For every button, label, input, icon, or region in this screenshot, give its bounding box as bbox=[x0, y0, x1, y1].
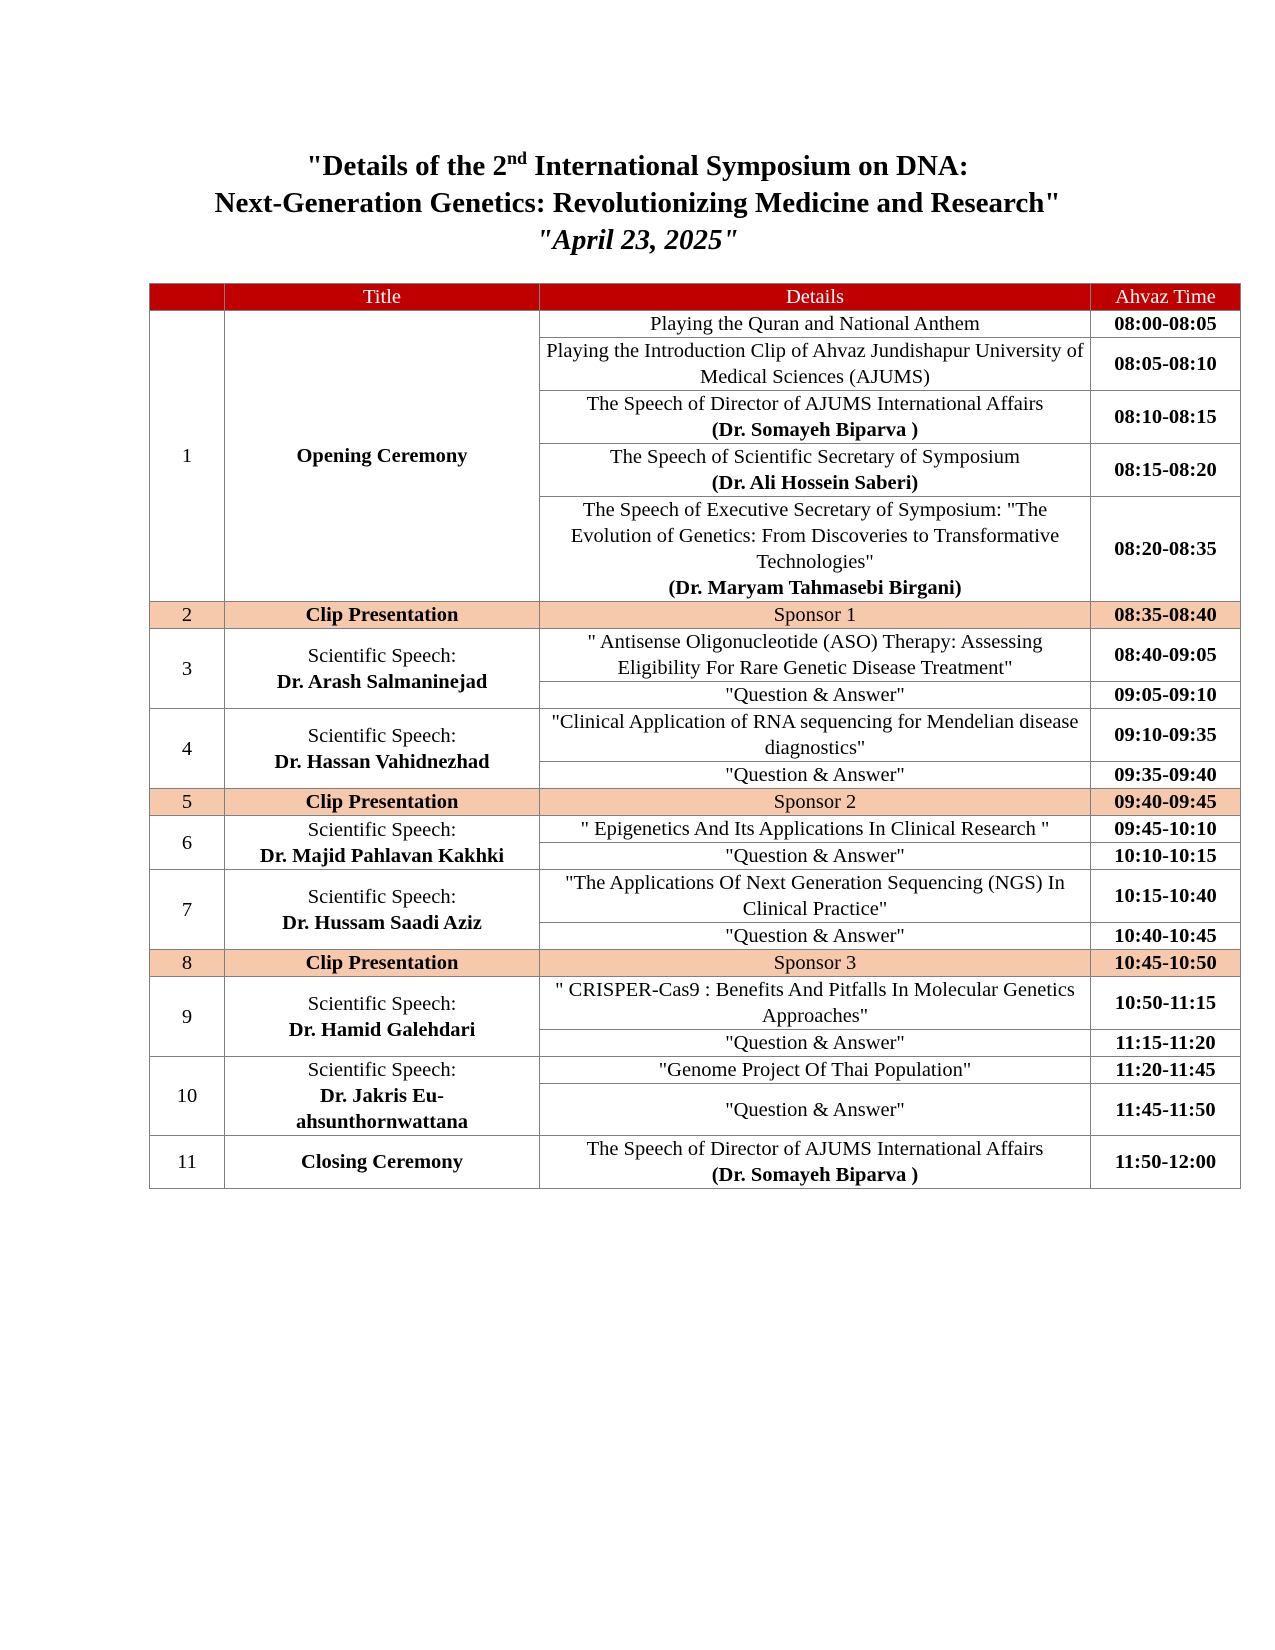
session-detail: " CRISPER-Cas9 : Benefits And Pitfalls In Molecular Genetics Approaches" bbox=[540, 977, 1091, 1030]
session-title: Clip Presentation bbox=[225, 789, 540, 816]
table-row bbox=[150, 629, 1241, 682]
session-time: 10:50-11:15 bbox=[1091, 977, 1241, 1030]
table-row bbox=[150, 816, 1241, 843]
detail-text: Playing the Quran and National Anthem bbox=[650, 313, 980, 335]
session-type: Scientific Speech: bbox=[307, 724, 457, 747]
session-title bbox=[225, 1057, 540, 1136]
session-detail bbox=[540, 391, 1091, 444]
session-title: Clip Presentation bbox=[225, 602, 540, 629]
session-detail bbox=[540, 444, 1091, 497]
detail-speaker: (Dr. Somayeh Biparva ) bbox=[711, 419, 919, 441]
session-detail: "Question & Answer" bbox=[540, 1084, 1091, 1136]
session-time: 09:45-10:10 bbox=[1091, 816, 1241, 843]
row-number: 6 bbox=[150, 816, 225, 870]
speaker-name: Dr. Hussam Saadi Aziz bbox=[282, 911, 482, 934]
session-type: Scientific Speech: bbox=[307, 1059, 457, 1081]
session-title bbox=[225, 709, 540, 789]
table-row bbox=[150, 977, 1241, 1030]
heading-line-1 bbox=[0, 148, 1275, 185]
session-detail: "Question & Answer" bbox=[540, 1030, 1091, 1057]
session-title: Closing Ceremony bbox=[225, 1136, 540, 1189]
heading-date: "April 23, 2025" bbox=[536, 224, 739, 256]
detail-text: The Speech of Director of AJUMS International Affairs bbox=[586, 1138, 1044, 1160]
session-type: Scientific Speech: bbox=[307, 992, 457, 1015]
session-title: Clip Presentation bbox=[225, 950, 540, 977]
session-time: 09:05-09:10 bbox=[1091, 682, 1241, 709]
session-title bbox=[225, 629, 540, 709]
session-detail: " Epigenetics And Its Applications In Clinical Research " bbox=[540, 816, 1091, 843]
session-time: 09:40-09:45 bbox=[1091, 789, 1241, 816]
session-detail: "Question & Answer" bbox=[540, 843, 1091, 870]
schedule-table bbox=[149, 283, 1241, 1189]
table-row bbox=[150, 870, 1241, 923]
session-time: 08:00-08:05 bbox=[1091, 311, 1241, 338]
session-time: 11:50-12:00 bbox=[1091, 1136, 1241, 1189]
speaker-name: Dr. Arash Salmaninejad bbox=[276, 670, 488, 693]
column-header-time: Ahvaz Time bbox=[1091, 284, 1241, 311]
session-time: 11:15-11:20 bbox=[1091, 1030, 1241, 1057]
detail-speaker: (Dr. Ali Hossein Saberi) bbox=[711, 472, 919, 494]
session-time: 10:15-10:40 bbox=[1091, 870, 1241, 923]
session-detail: "Question & Answer" bbox=[540, 923, 1091, 950]
session-time: 08:40-09:05 bbox=[1091, 629, 1241, 682]
column-header-details: Details bbox=[540, 284, 1091, 311]
table-row bbox=[150, 709, 1241, 762]
table-header-row bbox=[150, 284, 1241, 311]
row-number: 11 bbox=[150, 1136, 225, 1189]
heading-line-1-end: International Symposium on DNA: bbox=[527, 150, 969, 182]
session-detail bbox=[540, 497, 1091, 602]
session-detail: "The Applications Of Next Generation Sequencing (NGS) In Clinical Practice" bbox=[540, 870, 1091, 923]
session-title: Opening Ceremony bbox=[225, 311, 540, 602]
heading-line-2: Next-Generation Genetics: Revolutionizing Medicine and Research" bbox=[214, 187, 1061, 219]
table-row bbox=[150, 602, 1241, 629]
session-time: 08:15-08:20 bbox=[1091, 444, 1241, 497]
session-type: Scientific Speech: bbox=[307, 885, 457, 908]
heading-line-1-start: "Details of the 2 bbox=[306, 150, 507, 182]
session-time: 08:10-08:15 bbox=[1091, 391, 1241, 444]
column-header-title: Title bbox=[225, 284, 540, 311]
row-number: 4 bbox=[150, 709, 225, 789]
row-number: 10 bbox=[150, 1057, 225, 1136]
heading-ordinal-suffix: nd bbox=[507, 148, 528, 168]
session-detail bbox=[540, 338, 1091, 391]
speaker-name: Dr. Majid Pahlavan Kakhki bbox=[259, 844, 505, 867]
session-detail: Sponsor 1 bbox=[540, 602, 1091, 629]
speaker-name: Dr. Hassan Vahidnezhad bbox=[274, 750, 490, 773]
session-detail: "Genome Project Of Thai Population" bbox=[540, 1057, 1091, 1084]
session-time: 08:05-08:10 bbox=[1091, 338, 1241, 391]
detail-text: The Speech of Executive Secretary of Symposium: "The Evolution of Genetics: From Discoveries to Transformative Technologies" bbox=[570, 499, 1060, 573]
detail-speaker: (Dr. Somayeh Biparva ) bbox=[711, 1164, 919, 1186]
session-detail bbox=[540, 311, 1091, 338]
session-detail: Sponsor 3 bbox=[540, 950, 1091, 977]
session-time: 08:20-08:35 bbox=[1091, 497, 1241, 602]
session-time: 10:40-10:45 bbox=[1091, 923, 1241, 950]
row-number: 1 bbox=[150, 311, 225, 602]
detail-text: Playing the Introduction Clip of Ahvaz Jundishapur University of Medical Sciences (AJUMS) bbox=[546, 340, 1084, 388]
table-row bbox=[150, 311, 1241, 338]
speaker-name: Dr. Jakris Eu-ahsunthornwattana bbox=[295, 1085, 469, 1133]
session-title bbox=[225, 870, 540, 950]
session-detail: "Question & Answer" bbox=[540, 682, 1091, 709]
table-row bbox=[150, 950, 1241, 977]
row-number: 5 bbox=[150, 789, 225, 816]
detail-text: The Speech of Scientific Secretary of Symposium bbox=[610, 446, 1020, 468]
session-time: 11:45-11:50 bbox=[1091, 1084, 1241, 1136]
session-time: 10:10-10:15 bbox=[1091, 843, 1241, 870]
row-number: 9 bbox=[150, 977, 225, 1057]
session-time: 09:35-09:40 bbox=[1091, 762, 1241, 789]
session-title bbox=[225, 977, 540, 1057]
table-row bbox=[150, 789, 1241, 816]
table-row bbox=[150, 1136, 1241, 1189]
session-detail: " Antisense Oligonucleotide (ASO) Therapy: Assessing Eligibility For Rare Genetic Disease Treatment" bbox=[540, 629, 1091, 682]
row-number: 7 bbox=[150, 870, 225, 950]
detail-text: The Speech of Director of AJUMS International Affairs bbox=[586, 393, 1044, 415]
session-time: 10:45-10:50 bbox=[1091, 950, 1241, 977]
row-number: 8 bbox=[150, 950, 225, 977]
document-heading bbox=[0, 148, 1275, 259]
session-title bbox=[225, 816, 540, 870]
row-number: 2 bbox=[150, 602, 225, 629]
session-time: 09:10-09:35 bbox=[1091, 709, 1241, 762]
row-number: 3 bbox=[150, 629, 225, 709]
session-detail bbox=[540, 1136, 1091, 1189]
session-detail: Sponsor 2 bbox=[540, 789, 1091, 816]
detail-speaker: (Dr. Maryam Tahmasebi Birgani) bbox=[668, 577, 962, 599]
column-header-number bbox=[150, 284, 225, 311]
session-detail: "Clinical Application of RNA sequencing for Mendelian disease diagnostics" bbox=[540, 709, 1091, 762]
session-type: Scientific Speech: bbox=[307, 644, 457, 667]
speaker-name: Dr. Hamid Galehdari bbox=[288, 1018, 476, 1041]
table-row bbox=[150, 1057, 1241, 1084]
session-time: 11:20-11:45 bbox=[1091, 1057, 1241, 1084]
session-detail: "Question & Answer" bbox=[540, 762, 1091, 789]
session-time: 08:35-08:40 bbox=[1091, 602, 1241, 629]
session-type: Scientific Speech: bbox=[307, 818, 457, 841]
